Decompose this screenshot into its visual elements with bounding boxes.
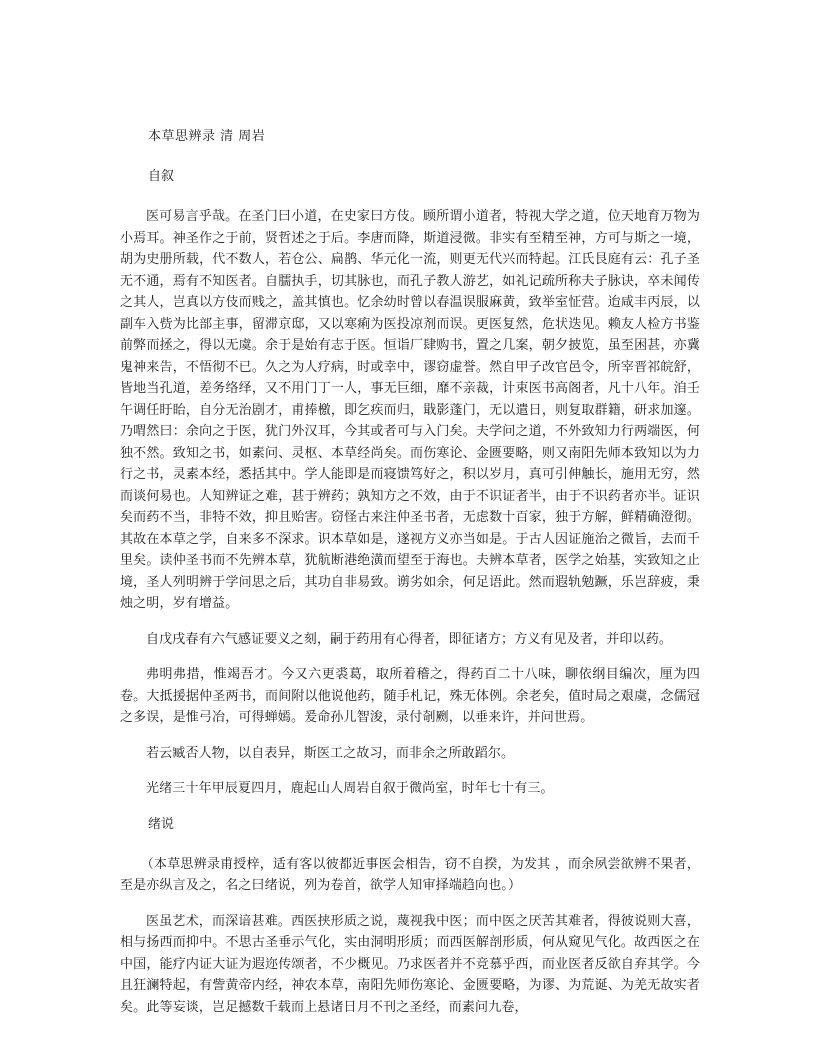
preface-signature: 光绪三十年甲辰夏四月，鹿起山人周岩自叙于微尚室，时年七十有三。: [146, 781, 554, 796]
intro-heading: 绪说: [148, 816, 175, 832]
preface-heading: 自叙: [148, 169, 175, 184]
preface-paragraph: 弗明弗措，惟竭吾才。今又六更裘葛，取所着稽之，得药百二十八味，聊依纲目编次，厘为四卷。大抵援据仲圣两书，而间附以他说他药，随手札记，殊无体例。余老矣，值时局之艰虞，念儒冠之多误，是惟弓冶，可得蝉嫣。爰命孙儿智浚，录付剞劂，以垂来许，并问世焉。: [120, 667, 700, 725]
intro-paragraph: 医虽艺术，而深谙甚难。西医挟形质之说，蔑视我中医；而中医之厌苦其难者，得彼说则大喜，相与扬西而抑中。不思古圣垂示气化，实由洞明形质；而西医解剖形质，何从窥见气化。故西医之在中国，能疗内证大证为遐迩传颂者，不少概见。乃求医者并不竞慕乎西，而业医者反欲自弃其学。今且狂澜特起，有訾黄帝内经，神农本草，南阳先师伤寒论、金匮要略，为谬、为荒诞、为羌无故实者矣。此等妄谈，岂足撼数千载而上悬诸日月不刊之圣经，而素问九卷，: [120, 913, 700, 1015]
document-title: 本草思辨录 清 周岩: [148, 129, 266, 144]
preface-paragraph: 医可易言乎哉。在圣门曰小道，在史家曰方伎。顾所谓小道者，特视大学之道，位天地育万物为小焉耳。神圣作之于前，贤哲述之于后。李唐而降，斯道浸微。非实有至精至神，方可与斯之一境，胡为史册所载，代不数人，若仓公、扁鹊、华元化一流，则更无代兴而特起。江氏艮庭有云：孔子圣无不通，焉有不知医者。自臑执手，切其脉也，而孔子教人游艺，如礼记疏所称夫子脉诀，卒未闻传之其人，岂真以方伎而贱之，盖其慎也。忆余幼时曾以春温误服麻黄，致举室怔营。迨咸丰丙辰，以副车入赀为比部主事，留滞京邸，又以寒痢为医投凉剂而误。更医复然，危状迭见。赖友人检方书鉴前弊而拯之，得以无虞。余于是始有志于医。恒诣厂肆购书，置之几案，朝夕披览，虽至困甚，亦冀鬼神来告，不悟彻不已。久之为人疗病，时或幸中，谬窃虚誉。然自甲子改官邑令，所宰晋祁皖舒，皆地当孔道，差务络绎，又不用门丁一人，事无巨细，靡不亲裁，计束医书高阁者，凡十八年。洎壬午调任盱眙，自分无治剧才，甫捧檄，即乞疾而归，戢影蓬门，无以遣日，则复取群籍，研求加邃。乃喟然曰：余向之于医，犹门外汉耳，今其或者可与入门矣。夫学问之道，不外致知力行两端医，何独不然。致知之书，如素问、灵枢、本草经尚矣。而伤寒论、金匮要略，则又南阳先师本致知以为力行之书，灵素本经，悉括其中。学人能即是而寝馈笃好之，积以岁月，真可引伸触长，施用无穷，然而谈何易也。人知辨证之难，甚于辨药；孰知方之不效，由于不识证者半，由于不识药者亦半。证识矣而药不当，非特不效，抑且贻害。窃怪古来注仲圣书者，无虑数十百家，独于方解，鲜精确澄彻。其故在本草之学，自来多不深求。识本草如是，遂视方义亦当如是。于古人因证施治之微旨，去而千里矣。读仲圣书而不先辨本草，犹航断港绝潢而望至于海也。夫辨本草者，医学之始基，实致知之止境，圣人列明辨于学问思之后，其功自非易致。谫劣如余，何足语此。然而遐轨勉蹶，乐岂辞疲，秉烛之明，岁有增益。: [120, 209, 700, 611]
intro-note: （本草思辨录甫授梓，适有客以彼都近事医会相告，窃不自揆，为发其 ，而余夙尝欲辨不果者，至是亦纵言及之，名之曰绪说，列为卷首，欲学人知审择端趋向也。）: [120, 856, 700, 893]
preface-paragraph: 自戊戌春有六气感证要义之刻，嗣于药用有心得者，即征诸方；方义有见及者，并印以药。: [146, 631, 673, 647]
document-page: [120, 126, 700, 1032]
preface-paragraph: 若云臧否人物，以自表异，斯医工之故习，而非余之所敢蹈尔。: [146, 745, 515, 761]
